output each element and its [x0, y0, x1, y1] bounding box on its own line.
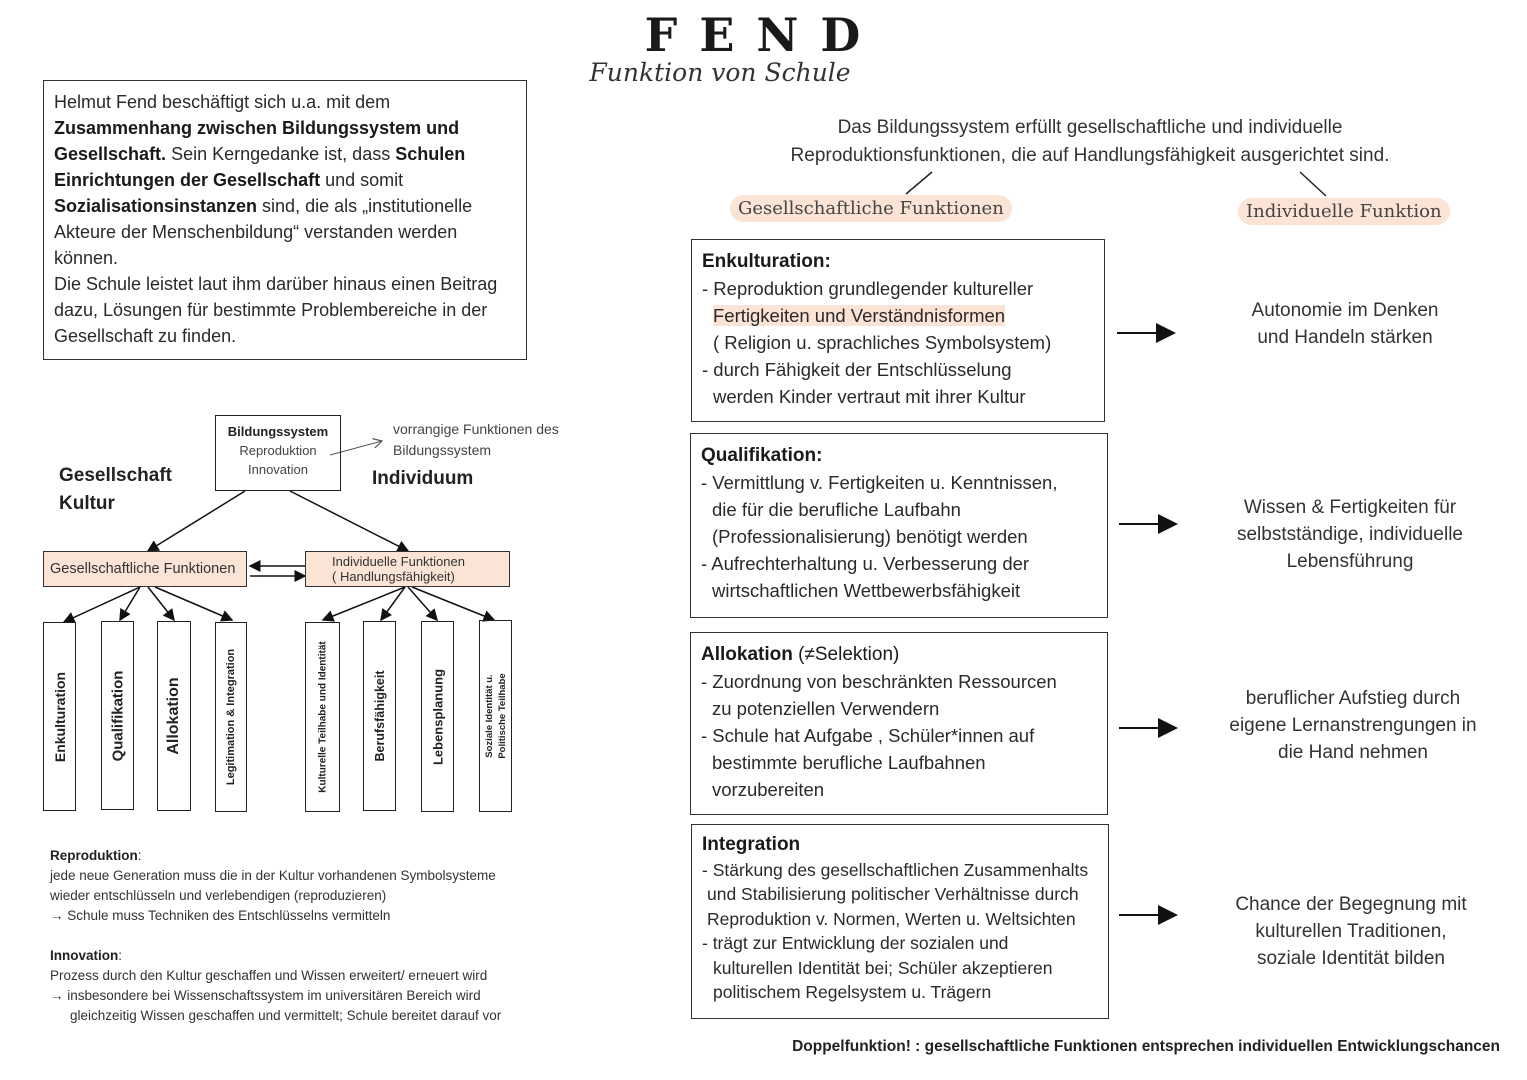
notes-title: Reproduktion	[50, 848, 138, 863]
diagram-note	[393, 419, 559, 461]
diagram-label-gesellschaft: Gesellschaft	[59, 465, 172, 486]
column-text-line: Soziale Identität u.	[483, 674, 495, 758]
diagram-label-individuum: Individuum	[372, 468, 474, 489]
column-text-line: Politische Teilhabe	[496, 673, 508, 759]
ind-box-line: Individuelle Funktionen	[332, 554, 465, 569]
function-line: - Aufrechterhaltung u. Verbesserung der	[701, 553, 1030, 574]
outcome-line: soziale Identität bilden	[1256, 948, 1445, 969]
function-line: - Stärkung des gesellschaftlichen Zusammenhalts	[702, 859, 1089, 880]
function-title-text: Allokation	[701, 644, 793, 665]
function-line: wirtschaftlichen Wettbewerbsfähigkeit	[712, 580, 1021, 601]
column-legitimation-integration: Legitimation & Integration	[215, 622, 247, 812]
column-enkulturation: Enkulturation	[43, 622, 76, 811]
notes-colon: :	[137, 848, 142, 863]
outcome-enkulturation	[1200, 297, 1490, 351]
function-title: Integration	[702, 834, 801, 855]
column-qualifikation: Qualifikation	[101, 621, 134, 810]
function-line: - Zuordnung von beschränkten Ressourcen	[701, 671, 1057, 692]
column-berufsfaehigkeit: Berufsfähigkeit	[363, 621, 396, 811]
function-line: (Professionalisierung) benötigt werden	[712, 526, 1028, 547]
column-kulturelle-teilhabe: Kulturelle Teilhabe und Identität	[305, 622, 340, 812]
page-title: FEND	[644, 8, 883, 62]
outcome-line: und Handeln stärken	[1257, 327, 1433, 348]
function-line: - Vermittlung v. Fertigkeiten u. Kenntnissen,	[701, 472, 1058, 493]
notes-line: wieder entschlüsseln und verlebendigen (reproduzieren)	[50, 888, 387, 903]
notes-line: jede neue Generation muss die in der Kultur vorhandenen Symbolsysteme	[50, 868, 496, 883]
outcome-line: eigene Lernanstrengungen in	[1229, 715, 1477, 736]
summary-line: Das Bildungssystem erfüllt gesellschaftliche und individuelle	[837, 117, 1343, 138]
notes-line: gleichzeitig Wissen geschaffen und vermittelt; Schule bereitet darauf vor	[70, 1008, 502, 1023]
function-title: Enkulturation:	[702, 251, 831, 272]
notes-colon: :	[118, 948, 123, 963]
function-box-integration	[691, 824, 1109, 1019]
intro-text: sind, die als „institutionelle Akteure der Menschenbildung“ verstanden werden können.	[54, 196, 473, 268]
function-title: Qualifikation:	[701, 445, 823, 466]
outcome-line: kulturellen Traditionen,	[1255, 921, 1447, 942]
bildungssystem-line: Reproduktion	[239, 443, 317, 458]
outcome-line: Chance der Begegnung mit	[1235, 894, 1467, 915]
function-line: - trägt zur Entwicklung der sozialen und	[702, 933, 1009, 953]
outcome-line: Lebensführung	[1286, 551, 1414, 572]
footer-doppelfunktion: Doppelfunktion! : gesellschaftliche Funktionen entsprechen individuellen Entwicklungschancen	[792, 1038, 1500, 1055]
notes-line: Prozess durch den Kultur geschaffen und Wissen erweitert/ erneuert wird	[50, 968, 488, 983]
function-line: - Schule hat Aufgabe , Schüler*innen auf	[701, 725, 1035, 746]
function-box-enkulturation	[691, 239, 1105, 422]
notes-reproduktion	[50, 846, 670, 926]
column-header-gesellschaftlich: Gesellschaftliche Funktionen	[730, 198, 1012, 219]
function-line: politischem Regelsystem u. Trägern	[713, 982, 992, 1002]
summary-line: Reproduktionsfunktionen, die auf Handlungsfähigkeit ausgerichtet sind.	[790, 145, 1390, 166]
intro-emphasis: Sozialisationsinstanzen	[54, 196, 258, 216]
column-soziale-identitaet	[479, 620, 512, 812]
bildungssystem-box	[215, 415, 341, 491]
function-line: - Reproduktion grundlegender kultureller	[702, 278, 1034, 299]
function-title	[701, 641, 1097, 668]
function-line: ( Religion u. sprachliches Symbolsystem)	[713, 332, 1052, 353]
column-header-individuell: Individuelle Funktion	[1238, 201, 1450, 222]
page-subtitle: Funktion von Schule	[589, 58, 851, 87]
notes-title: Innovation	[50, 948, 119, 963]
outcome-line: Autonomie im Denken	[1251, 300, 1439, 321]
bildungssystem-title: Bildungssystem	[227, 424, 329, 439]
diagram-label-kultur: Kultur	[59, 493, 115, 514]
intro-text: Sein Kerngedanke ist, dass	[166, 144, 396, 164]
bildungssystem-line: Innovation	[248, 462, 308, 477]
box-individuelle-funktionen	[305, 551, 510, 587]
notes-line: → insbesondere bei Wissenschaftssystem im universitären Bereich wird	[50, 988, 481, 1003]
function-line: vorzubereiten	[712, 779, 825, 800]
outcome-qualifikation	[1205, 494, 1495, 575]
intro-text: Helmut Fend beschäftigt sich u.a. mit dem	[54, 92, 391, 112]
ind-box-line: ( Handlungsfähigkeit)	[332, 569, 455, 584]
intro-paragraph-2: Die Schule leistet laut ihm darüber hinaus einen Beitrag dazu, Lösungen für bestimmte Problembereiche in der Gesellschaft zu finden.	[54, 274, 498, 346]
diagram-note-line: vorrangige Funktionen des	[393, 421, 559, 437]
outcome-allokation	[1208, 685, 1498, 766]
outcome-line: Wissen & Fertigkeiten für	[1243, 497, 1457, 518]
column-allokation: Allokation	[157, 621, 191, 811]
function-line: Reproduktion v. Normen, Werten u. Weltsichten	[707, 908, 1076, 929]
function-line: bestimmte berufliche Laufbahnen	[712, 752, 986, 773]
column-lebensplanung: Lebensplanung	[421, 621, 454, 812]
function-line: - durch Fähigkeit der Entschlüsselung	[702, 359, 1012, 380]
intro-emphasis: Schulen Einrichtungen der Gesellschaft	[54, 144, 466, 190]
function-line: die für die berufliche Laufbahn	[712, 499, 961, 520]
notes-innovation	[50, 946, 670, 1026]
box-gesellschaftliche-funktionen: Gesellschaftliche Funktionen	[43, 551, 247, 587]
intro-text: und somit	[320, 170, 404, 190]
notes-line: → Schule muss Techniken des Entschlüsselns vermitteln	[50, 908, 391, 923]
outcome-line: selbstständige, individuelle	[1236, 524, 1464, 545]
diagram-note-line: Bildungssystem	[393, 442, 492, 458]
function-box-allokation	[690, 632, 1108, 815]
function-title-note: (≠Selektion)	[792, 644, 900, 665]
outcome-integration	[1206, 891, 1496, 972]
function-line: Fertigkeiten und Verständnisformen	[713, 305, 1006, 326]
outcome-line: die Hand nehmen	[1278, 742, 1428, 763]
function-line: kulturellen Identität bei; Schüler akzeptieren	[713, 957, 1053, 978]
function-box-qualifikation	[690, 433, 1108, 618]
function-line: werden Kinder vertraut mit ihrer Kultur	[713, 386, 1026, 407]
outcome-line: beruflicher Aufstieg durch	[1245, 688, 1461, 709]
intro-emphasis: Zusammenhang zwischen Bildungssystem und Gesellschaft.	[54, 118, 460, 164]
function-line: und Stabilisierung politischer Verhältnisse durch	[707, 884, 1079, 904]
function-line: zu potenziellen Verwendern	[712, 698, 940, 719]
